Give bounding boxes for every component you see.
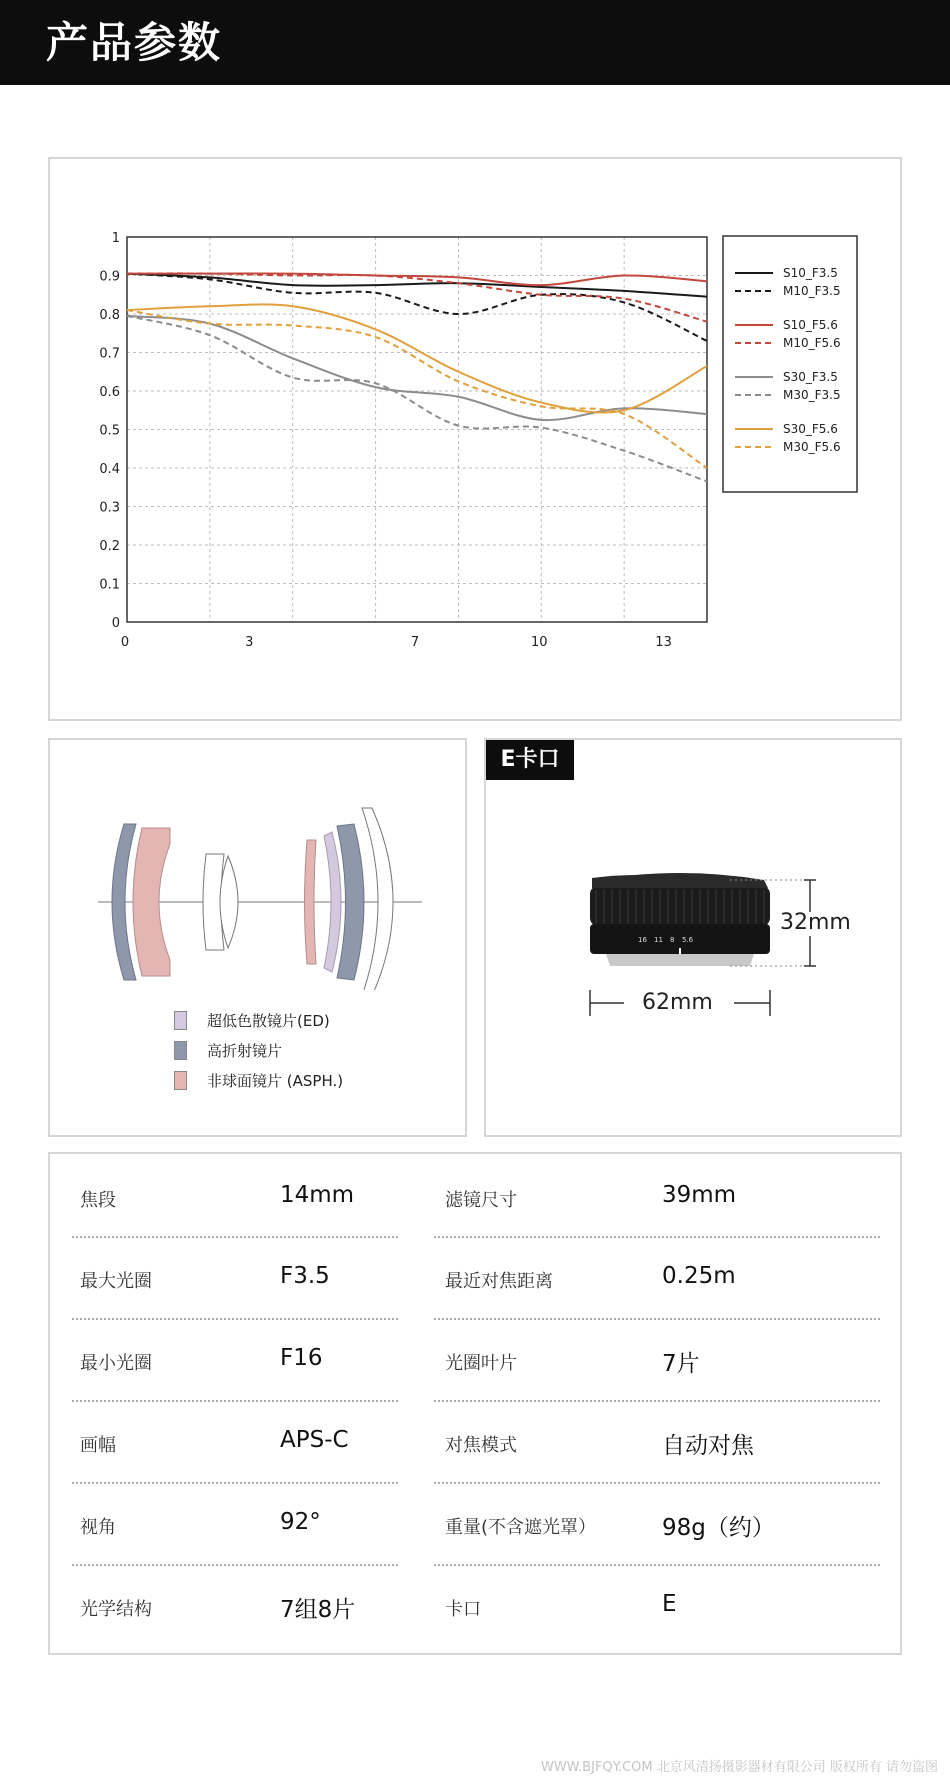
- lens-element-5: [305, 840, 317, 964]
- y-tick-label: 0.2: [99, 539, 120, 554]
- spec-value: 0.25m: [662, 1263, 736, 1289]
- series-line-s30-f5-6: [127, 304, 707, 412]
- x-tick-label: 0: [120, 635, 130, 650]
- spec-label: 滤镜尺寸: [445, 1190, 517, 1211]
- mtf-chart-panel: [48, 157, 902, 721]
- legend-label: S30_F3.5: [783, 370, 838, 384]
- width-label: 62mm: [642, 990, 713, 1015]
- spec-row: [50, 1564, 900, 1646]
- y-tick-label: 0.3: [99, 500, 120, 516]
- y-tick-label: 1: [111, 231, 120, 246]
- legend-label: M10_F5.6: [783, 336, 841, 350]
- aspherical-swatch: [174, 1071, 187, 1090]
- spec-label: 最大光圈: [80, 1271, 152, 1292]
- spec-label: 视角: [80, 1517, 116, 1538]
- lens-product-image: [486, 740, 900, 1135]
- spec-value: 98g（约）: [662, 1515, 775, 1541]
- spec-label: 光圈叶片: [445, 1353, 517, 1374]
- lens-structure-panel: [48, 738, 467, 1137]
- spec-label: 对焦模式: [445, 1435, 517, 1456]
- legend-label: S30_F5.6: [783, 422, 838, 436]
- series-line-m30-f3-5: [127, 316, 707, 482]
- header-bar: [0, 0, 950, 85]
- y-tick-label: 0.7: [99, 346, 120, 362]
- spec-value: F3.5: [280, 1263, 330, 1289]
- watermark: WWW.BJFQY.COM 北京风清扬摄影器材有限公司 版权所有 请勿盗图: [540, 1760, 938, 1775]
- legend-label: M30_F5.6: [783, 440, 841, 454]
- high-refraction-swatch: [174, 1041, 187, 1060]
- legend-label: S10_F3.5: [783, 266, 838, 280]
- spec-label: 重量(不含遮光罩）: [445, 1517, 597, 1538]
- spec-row: [50, 1400, 900, 1482]
- spec-row: [50, 1236, 900, 1318]
- x-tick-label: 3: [245, 635, 254, 650]
- spec-value: 7组8片: [280, 1597, 356, 1623]
- y-tick-label: 0.9: [99, 269, 120, 285]
- legend-label: S10_F5.6: [783, 318, 838, 332]
- y-tick-label: 0.1: [99, 577, 120, 593]
- spec-row: [50, 1154, 900, 1236]
- spec-value: 92°: [280, 1509, 321, 1535]
- spec-row: [50, 1318, 900, 1400]
- spec-value: E: [662, 1591, 677, 1617]
- mount-tag: E卡口: [486, 740, 574, 780]
- mount-panel: [484, 738, 902, 1137]
- lens-element-8: [362, 808, 393, 990]
- x-tick-label: 10: [531, 635, 548, 650]
- spec-value: APS-C: [280, 1427, 349, 1453]
- x-tick-label: 7: [410, 635, 420, 650]
- spec-label: 焦段: [80, 1190, 116, 1211]
- legend-label: M30_F3.5: [783, 388, 841, 402]
- aperture-mark-16: 16: [638, 936, 647, 944]
- legend-high-refraction-label: 高折射镜片: [207, 1042, 283, 1060]
- aperture-mark-8: 8: [670, 936, 675, 944]
- spec-row: [50, 1482, 900, 1564]
- legend-label: M10_F3.5: [783, 284, 841, 298]
- spec-label: 最小光圈: [80, 1353, 152, 1374]
- y-tick-label: 0.5: [99, 423, 120, 439]
- spec-table: [48, 1152, 902, 1655]
- spec-value: 14mm: [280, 1182, 355, 1208]
- series-line-s30-f3-5: [127, 316, 707, 420]
- aperture-mark-5-6: 5.6: [682, 936, 694, 944]
- lens-mount-flange: [606, 954, 754, 966]
- y-tick-label: 0.8: [99, 308, 120, 323]
- spec-label: 光学结构: [80, 1599, 152, 1620]
- lens-structure-diagram: [50, 740, 465, 990]
- spec-value: 7片: [662, 1351, 700, 1377]
- legend-aspherical-label: 非球面镜片 (ASPH.): [207, 1072, 344, 1090]
- legend-ed: [174, 1010, 330, 1031]
- page-title: 产品参数: [46, 18, 223, 67]
- y-tick-label: 0.4: [99, 462, 120, 477]
- y-tick-label: 0: [111, 616, 120, 631]
- spec-value: 39mm: [662, 1182, 737, 1208]
- mtf-chart: [50, 159, 900, 719]
- spec-value: F16: [280, 1345, 323, 1371]
- spec-label: 最近对焦距离: [445, 1271, 553, 1292]
- lens-focus-ring: [590, 886, 770, 926]
- spec-value: 自动对焦: [662, 1433, 754, 1459]
- aperture-mark-11: 11: [654, 936, 663, 944]
- y-tick-label: 0.6: [99, 385, 120, 400]
- spec-label: 画幅: [80, 1435, 116, 1456]
- legend-aspherical: [174, 1070, 343, 1091]
- ed-swatch: [174, 1011, 187, 1030]
- series-line-m30-f5-6: [127, 310, 707, 468]
- height-label: 32mm: [780, 910, 851, 935]
- legend-ed-label: 超低色散镜片(ED): [207, 1012, 330, 1030]
- legend-high-refraction: [174, 1040, 282, 1061]
- spec-label: 卡口: [445, 1599, 481, 1620]
- x-tick-label: 13: [655, 635, 672, 650]
